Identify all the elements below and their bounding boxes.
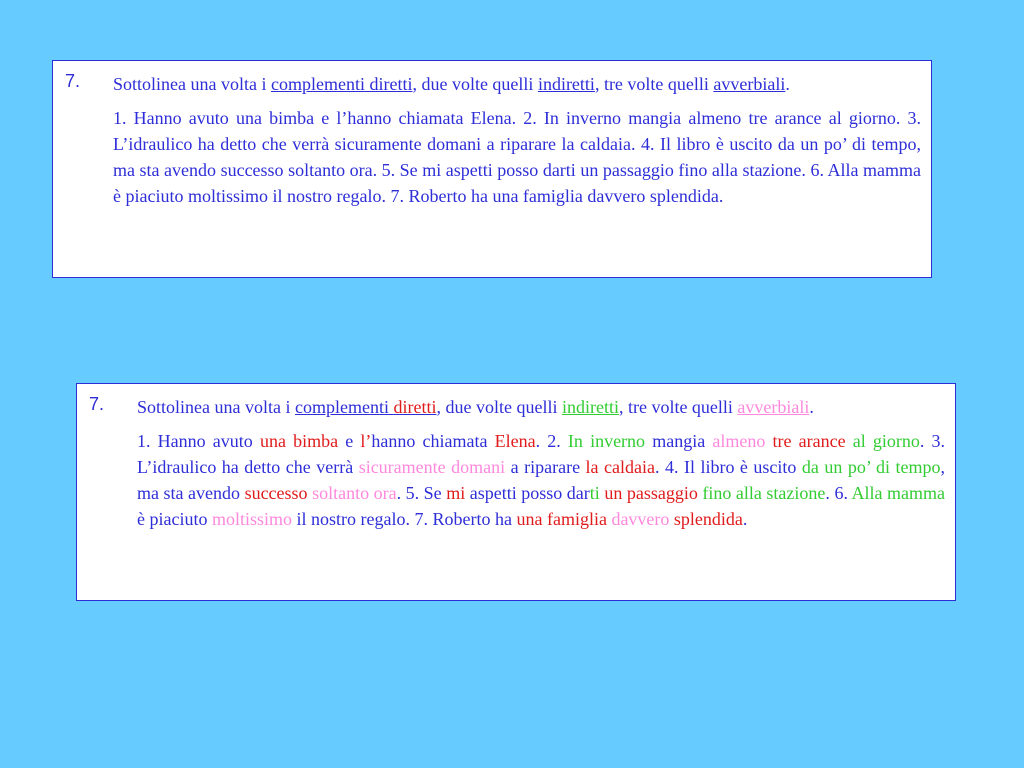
instruction-text: , due volte quelli (412, 74, 538, 94)
direct-complements-label (295, 397, 436, 417)
plain-text: . 2. (535, 431, 568, 451)
solution-box (76, 383, 956, 601)
plain-text: . (742, 509, 748, 529)
exercise-sentences: 1. Hanno avuto una bimba e l’hanno chiamata Elena. 2. In inverno mangia almeno tre arance al giorno. 3. L’idraulico ha detto che verrà sicuramente domani a riparare la caldaia. 4. Il libro è uscito da un po’ di tempo, ma sta avendo successo soltanto ora. 5. Se mi aspetti posso darti un passaggio fino alla stazione. 6. Alla mamma è piaciuto moltissimo il nostro regalo. 7. Roberto ha una famiglia davvero splendida. (113, 108, 921, 206)
direct-complement: una bimba (259, 431, 339, 451)
direct-label-part: complementi (294, 397, 394, 417)
direct-complement: successo (244, 483, 308, 503)
adverbial-complement: davvero (611, 509, 670, 529)
direct-complement: un passaggio (604, 483, 698, 503)
plain-text (846, 431, 853, 451)
plain-text: 1. Hanno avuto (137, 431, 260, 451)
direct-complement: l’ (360, 431, 372, 451)
plain-text: . 4. Il libro è uscito (654, 457, 802, 477)
adverbial-complements-label: avverbiali (737, 397, 810, 417)
plain-text: il nostro regalo. 7. Roberto ha (292, 509, 517, 529)
adverbial-complements-label: avverbiali (713, 74, 786, 94)
direct-complement: Elena (494, 431, 536, 451)
plain-text: . 5. Se (396, 483, 447, 503)
plain-text: mangia (645, 431, 713, 451)
indirect-complement: Alla mamma (851, 483, 945, 503)
instruction-text: , due volte quelli (436, 397, 562, 417)
plain-text: . 3. L’idraulico ha detto che verrà (137, 431, 946, 477)
direct-complement: una famiglia (516, 509, 607, 529)
indirect-complements-label: indiretti (537, 74, 595, 94)
plain-text: e (338, 431, 361, 451)
plain-text: , ma sta avendo (137, 457, 945, 503)
adverbial-complement: almeno (712, 431, 766, 451)
plain-text: . 6. (825, 483, 852, 503)
adverbial-complement: soltanto ora (312, 483, 397, 503)
plain-text: aspetti posso dar (465, 483, 590, 503)
direct-label-colored: diretti (393, 397, 437, 417)
direct-complement: tre arance (772, 431, 846, 451)
plain-text: è piaciuto (137, 509, 212, 529)
plain-text: hanno chiamata (371, 431, 495, 451)
instruction-text: , tre volte quelli (618, 397, 738, 417)
solution-sentences (137, 428, 945, 532)
indirect-complement: In inverno (567, 431, 646, 451)
instruction-text: . (809, 397, 814, 417)
direct-complement: mi (446, 483, 466, 503)
exercise-number: 7. (65, 71, 81, 91)
instruction-text: Sottolinea una volta i (113, 74, 271, 94)
adverbial-complement: moltissimo (211, 509, 292, 529)
indirect-complement: ti (589, 483, 600, 503)
indirect-complements-label: indiretti (561, 397, 619, 417)
exercise-box (52, 60, 932, 278)
solution-number: 7. (89, 394, 105, 414)
plain-text: a riparare (505, 457, 586, 477)
indirect-complement: al giorno (852, 431, 920, 451)
indirect-complement: fino alla stazione (702, 483, 826, 503)
solution-instruction (137, 394, 945, 420)
adverbial-complement: sicuramente domani (358, 457, 506, 477)
instruction-text: , tre volte quelli (594, 74, 714, 94)
exercise-instruction (113, 71, 921, 97)
instruction-text: Sottolinea una volta i (137, 397, 295, 417)
direct-complement: splendida (673, 509, 743, 529)
direct-complements-label: complementi diretti (270, 74, 413, 94)
direct-complement: la caldaia (585, 457, 655, 477)
instruction-text: . (785, 74, 790, 94)
indirect-complement: da un po’ di tempo (801, 457, 941, 477)
